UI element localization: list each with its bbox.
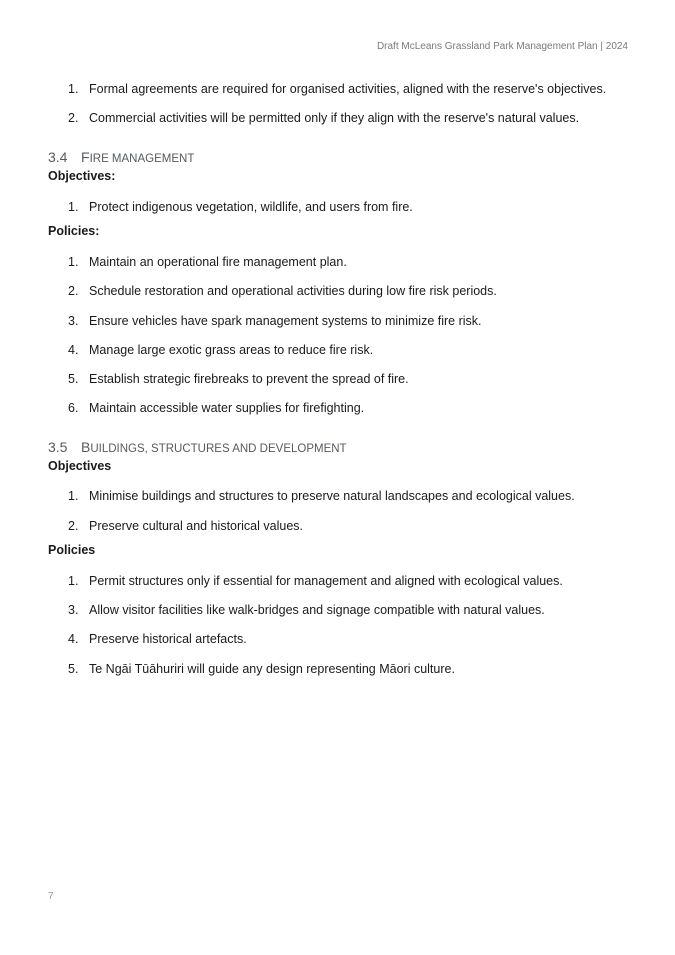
running-header: Draft McLeans Grassland Park Management Plan | 2024	[376, 41, 628, 52]
section-title-rest: UILDINGS, STRUCTURES AND DEVELOPMENT	[90, 443, 347, 455]
page-number: 7	[48, 891, 54, 902]
section-title-initial: B	[81, 439, 91, 455]
list-number: 1.	[68, 82, 79, 96]
list-number: 5.	[68, 662, 79, 676]
objectives-label: Objectives:	[48, 169, 116, 183]
list-text: Preserve historical artefacts.	[89, 632, 247, 646]
list-text: Maintain an operational fire management plan.	[89, 255, 347, 269]
list-text: Ensure vehicles have spark management systems to minimize fire risk.	[89, 314, 482, 328]
list-number: 3.	[68, 314, 79, 328]
list-number: 6.	[68, 401, 79, 415]
list-number: 2.	[68, 284, 79, 298]
section-title-rest: IRE MANAGEMENT	[89, 153, 195, 165]
list-text: Preserve cultural and historical values.	[89, 519, 303, 533]
list-text: Protect indigenous vegetation, wildlife, and users from fire.	[89, 200, 413, 214]
list-number: 4.	[68, 632, 79, 646]
section-number: 3.4	[48, 149, 68, 165]
section-number: 3.5	[48, 439, 68, 455]
list-number: 3.	[68, 603, 79, 617]
list-number: 1.	[68, 255, 79, 269]
objectives-label: Objectives	[48, 459, 112, 473]
list-text: Minimise buildings and structures to preserve natural landscapes and ecological values.	[89, 489, 575, 503]
list-text: Establish strategic firebreaks to prevent the spread of fire.	[89, 372, 409, 386]
policies-label: Policies:	[48, 224, 100, 238]
list-number: 1.	[68, 200, 79, 214]
list-number: 1.	[68, 574, 79, 588]
list-text: Formal agreements are required for organised activities, aligned with the reserve's objectives.	[89, 82, 607, 96]
list-number: 5.	[68, 372, 79, 386]
section-heading-buildings	[48, 438, 347, 456]
list-text: Commercial activities will be permitted only if they align with the reserve's natural values.	[89, 111, 580, 125]
list-number: 2.	[68, 519, 79, 533]
list-text: Permit structures only if essential for management and aligned with ecological values.	[89, 574, 563, 588]
list-number: 1.	[68, 489, 79, 503]
list-text: Allow visitor facilities like walk-bridges and signage compatible with natural values.	[89, 603, 545, 617]
policies-label: Policies	[48, 543, 96, 557]
section-heading-fire-management	[48, 148, 194, 166]
list-text: Manage large exotic grass areas to reduce fire risk.	[89, 343, 374, 357]
list-number: 4.	[68, 343, 79, 357]
section-title-initial: F	[81, 149, 90, 165]
list-text: Maintain accessible water supplies for firefighting.	[89, 401, 365, 415]
list-text: Te Ngāi Tūāhuriri will guide any design representing Māori culture.	[89, 662, 455, 676]
list-text: Schedule restoration and operational activities during low fire risk periods.	[89, 284, 497, 298]
list-number: 2.	[68, 111, 79, 125]
